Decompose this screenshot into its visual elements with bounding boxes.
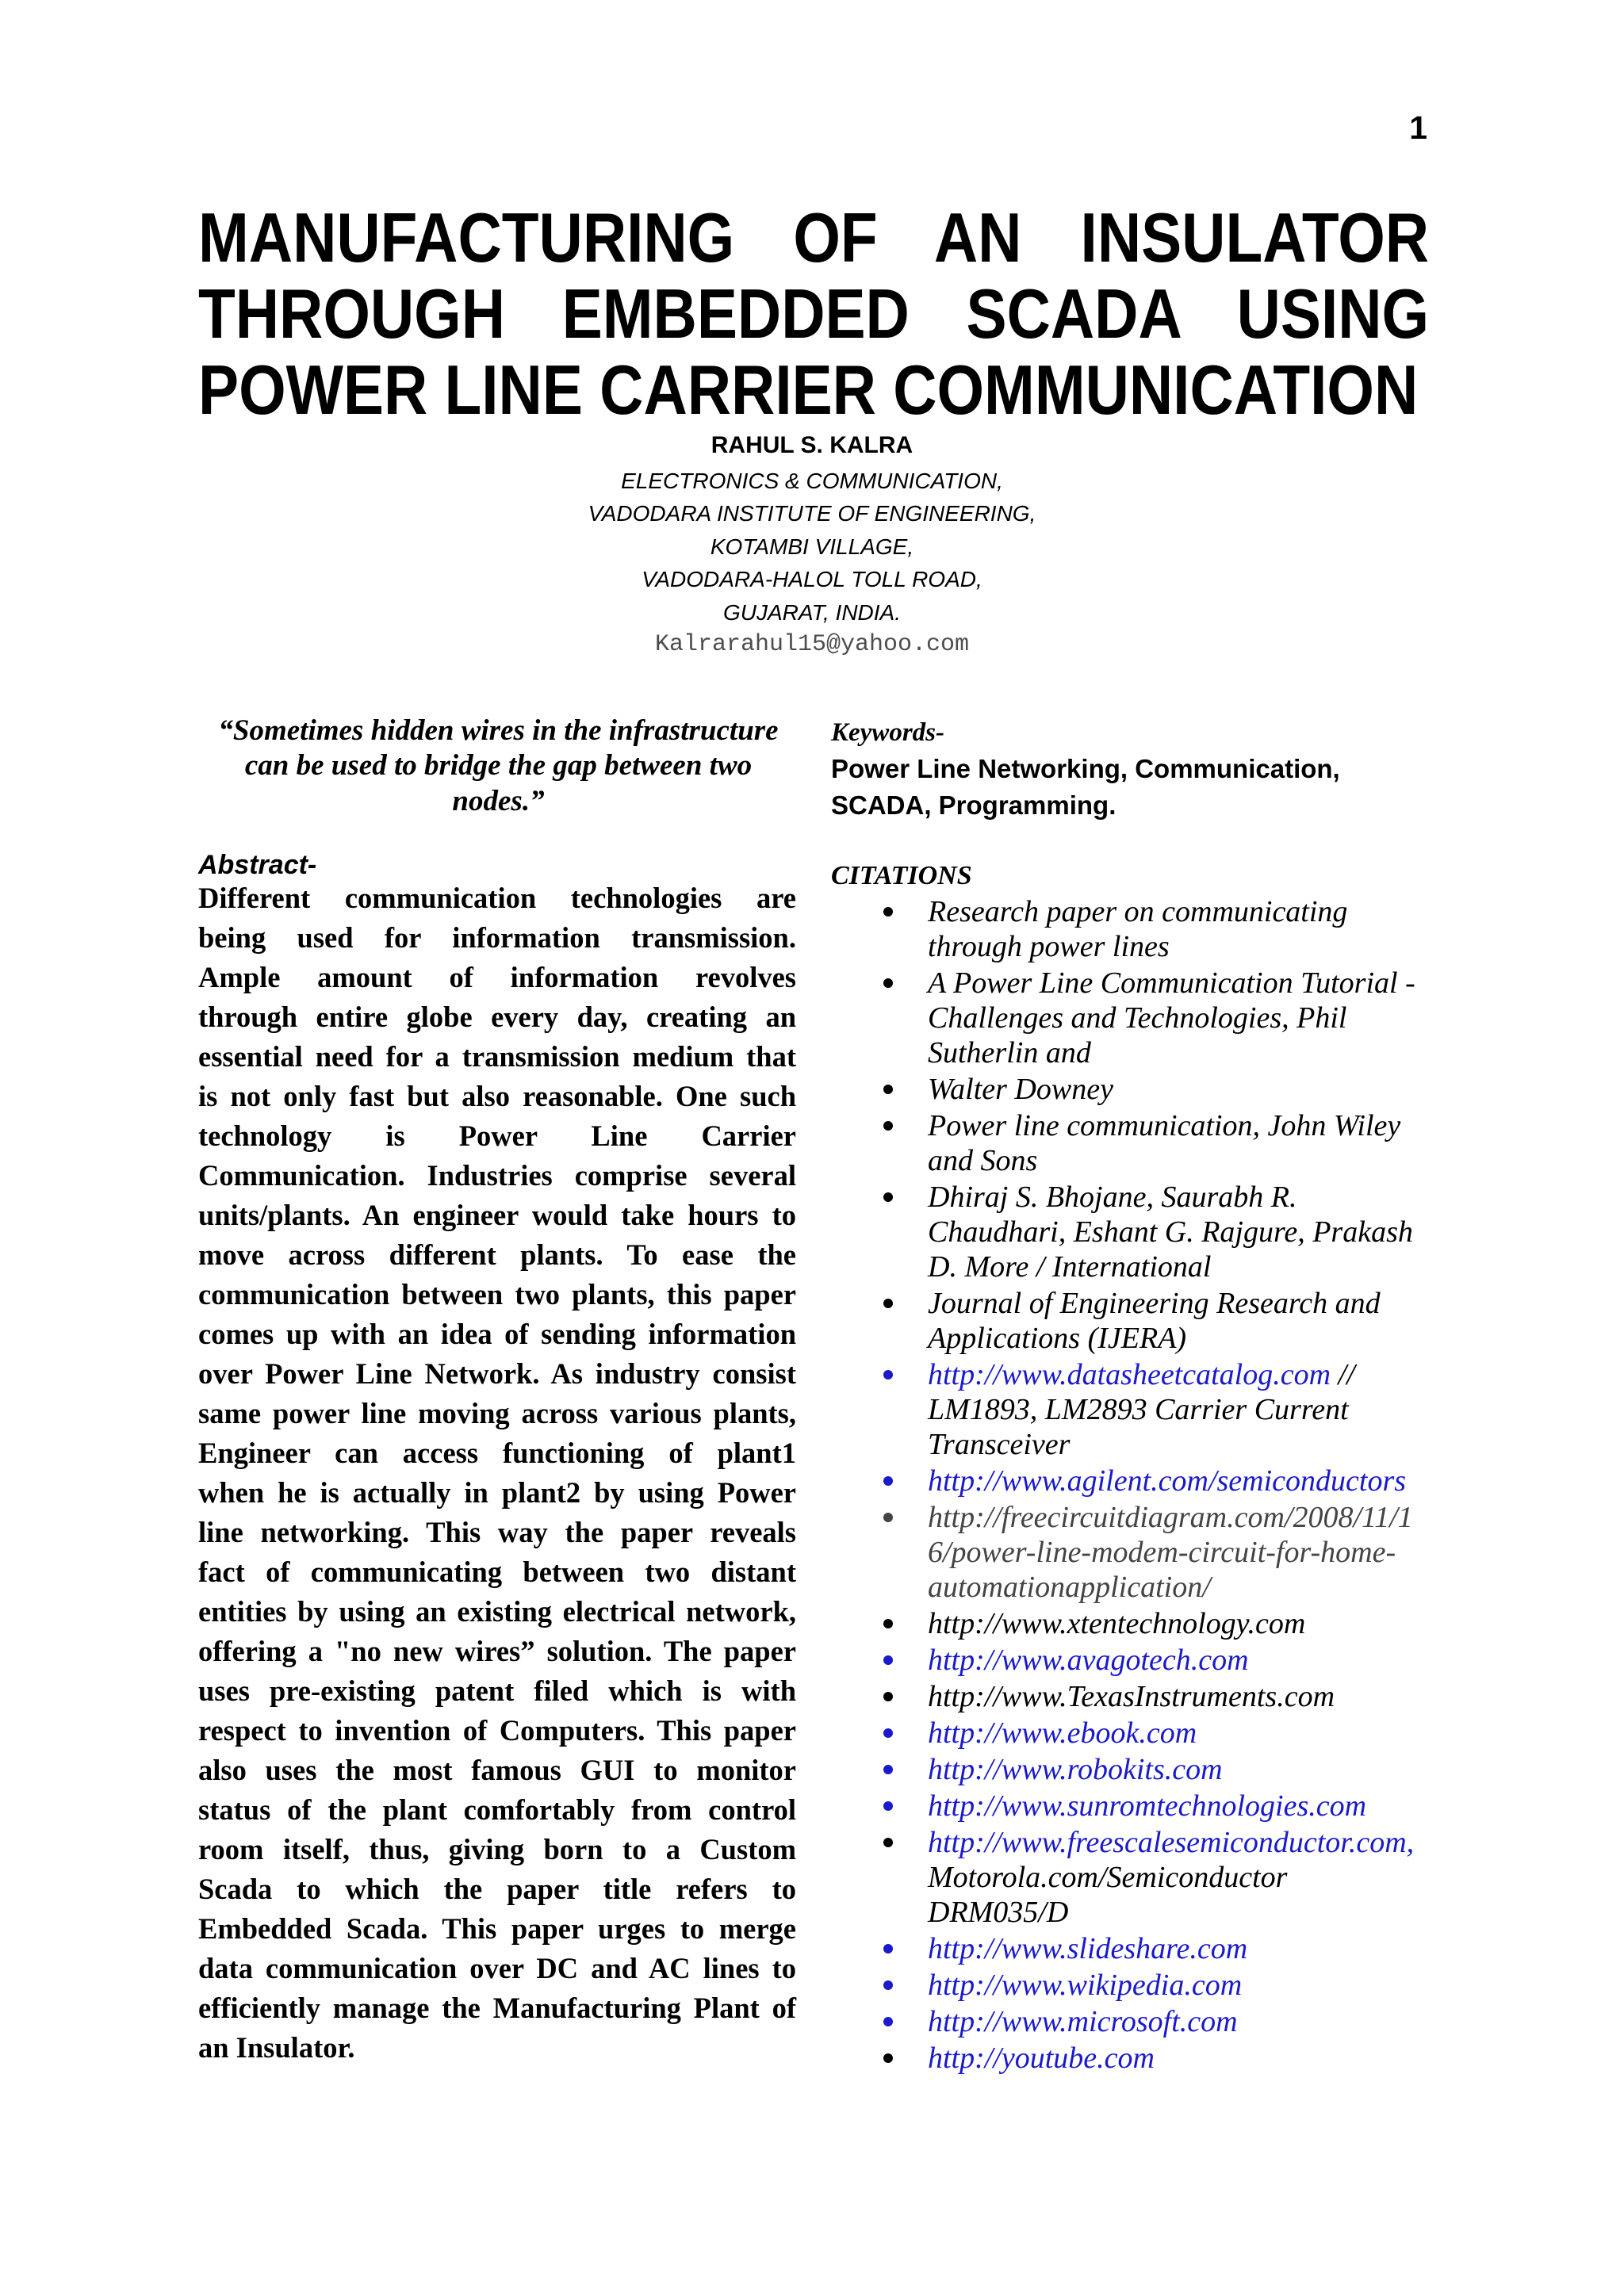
keywords-heading: Keywords- [831,718,944,747]
citation-item [831,2004,1450,2039]
citation-line: http://www.TexasInstruments.com [928,1679,1335,1713]
abstract-line: move across different plants. To ease the [198,1238,796,1271]
abstract-line: through entire globe every day, creating an [198,1001,796,1033]
bullet-icon [883,1299,893,1308]
abstract-line: an Insulator. [198,2031,355,2064]
citation-item [831,1108,1450,1178]
citation-item [831,1500,1450,1605]
citation-item [831,1464,1450,1498]
title-line: POWER LINE CARRIER COMMUNICATION [198,350,1419,429]
bullet-icon [883,978,893,988]
abstract-line: room itself, thus, giving born to a Custom [198,1833,796,1866]
abstract-line: Scada to which the paper title refers to [198,1873,796,1905]
author-name: RAHUL S. KALRA [710,432,914,458]
epigraph-quote [198,714,799,819]
citation-line: through power lines [928,929,1170,963]
abstract-line: Communication. Industries comprise several [198,1159,796,1192]
abstract-heading: Abstract- [198,849,317,880]
bullet-icon [883,1655,893,1665]
citation-line [928,1357,1450,1392]
affiliation-line: KOTAMBI VILLAGE, [710,534,914,559]
bullet-icon [883,1192,893,1202]
abstract-line: same power line moving across various plants, [198,1397,796,1429]
bullet-icon [883,1728,893,1738]
keywords [831,751,1434,824]
citation-line: LM1893, LM2893 Carrier Current [928,1392,1349,1426]
citation-line: Walter Downey [928,1072,1113,1106]
citation-item [831,1180,1450,1284]
abstract-line: comes up with an idea of sending information [198,1318,796,1350]
bullet-icon [883,907,893,916]
citation-line: Chaudhari, Eshant G. Rajgure, Prakash [928,1215,1413,1249]
citation-link[interactable]: http://www.avagotech.com [928,1643,1249,1677]
abstract-line: being used for information transmission. [198,921,796,954]
citation-line: Transceiver [928,1427,1071,1461]
citation-line: http://freecircuitdiagram.com/2008/11/1 [928,1500,1413,1534]
abstract-line: communication between two plants, this paper [198,1278,796,1311]
citations-heading: CITATIONS [831,861,972,891]
bullet-icon [883,2053,893,2063]
citation-item [831,1072,1450,1107]
citation-item [831,1752,1450,1787]
abstract-line: Engineer can access functioning of plant1 [198,1437,796,1469]
quote-line: nodes.” [452,784,545,817]
abstract-line: technology is Power Line Carrier [198,1119,796,1152]
citation-line: Applications (IJERA) [928,1321,1187,1355]
abstract-line: status of the plant comfortably from control [198,1793,796,1826]
bullet-icon [883,1944,893,1954]
bullet-icon [883,1085,893,1094]
author-affiliation [0,465,1624,662]
citation-link[interactable]: http://www.sunromtechnologies.com [928,1789,1367,1823]
bullet-icon [883,1513,893,1522]
citation-item [831,1286,1450,1356]
bullet-icon [883,1121,893,1131]
bullet-icon [883,2017,893,2026]
bullet-icon [883,1801,893,1811]
quote-line: “Sometimes hidden wires in the infrastructure [218,714,779,747]
citation-line: Sutherlin and [928,1035,1091,1070]
title-line: THROUGH EMBEDDED SCADA USING [198,274,1430,353]
citation-line: Journal of Engineering Research and [928,1286,1381,1320]
abstract-line: when he is actually in plant2 by using Power [198,1476,796,1509]
abstract-line: line networking. This way the paper reveals [198,1516,796,1548]
bullet-icon [883,1765,893,1774]
abstract-line: units/plants. An engineer would take hours to [198,1199,796,1231]
bullet-icon [883,1370,893,1380]
citation-link[interactable]: http://youtube.com [928,2041,1155,2075]
citation-link[interactable]: http://www.agilent.com/semiconductors [928,1464,1407,1498]
abstract-line: entities by using an existing electrical network, [198,1595,796,1628]
citation-line: and Sons [928,1143,1038,1177]
citation-link[interactable]: http://www.freescalesemiconductor.com, [928,1825,1415,1859]
affiliation-line: VADODARA-HALOL TOLL ROAD, [642,567,982,591]
abstract-line: also uses the most famous GUI to monitor [198,1754,796,1786]
citations-list [831,894,1450,2077]
citation-line: Research paper on communicating [928,894,1348,928]
citation-line: Dhiraj S. Bhojane, Saurabh R. [928,1180,1297,1214]
bullet-icon [883,1692,893,1701]
citation-item [831,1357,1450,1462]
abstract-line: essential need for a transmission medium that [198,1040,796,1073]
citation-link[interactable]: http://www.wikipedia.com [928,1968,1243,2002]
citation-item [831,2041,1450,2076]
citation-item [831,1789,1450,1823]
citation-line: http://www.xtentechnology.com [928,1606,1306,1640]
affiliation-line: ELECTRONICS & COMMUNICATION, [621,468,1003,493]
abstract-line: is not only fast but also reasonable. One such [198,1080,796,1112]
abstract-line: uses pre-existing patent filed which is with [198,1674,796,1707]
affiliation-line: VADODARA INSTITUTE OF ENGINEERING, [588,501,1036,526]
citation-line: Motorola.com/Semiconductor [928,1860,1288,1894]
paper-title [198,200,1429,428]
citation-link[interactable]: http://www.slideshare.com [928,1931,1248,1965]
citation-item [831,1606,1450,1641]
abstract-body [198,878,796,2068]
citation-item [831,1931,1450,1966]
abstract-line: efficiently manage the Manufacturing Plant of [198,1992,796,2024]
citation-link[interactable]: http://www.robokits.com [928,1752,1223,1786]
bullet-icon [883,1838,893,1847]
author-email: Kalrarahul15@yahoo.com [654,631,970,658]
abstract-line: offering a "no new wires” solution. The paper [198,1635,796,1667]
citation-item [831,966,1450,1070]
page-number: 1 [1409,109,1427,146]
citation-item [831,894,1450,964]
citation-link-suffix: // [1331,1357,1355,1391]
abstract-line: fact of communicating between two distant [198,1556,796,1588]
abstract-line: Embedded Scada. This paper urges to merge [198,1912,796,1945]
citation-item [831,1825,1450,1930]
citation-item [831,1968,1450,2003]
bullet-icon [883,1980,893,1990]
citation-link[interactable]: http://www.datasheetcatalog.com [928,1357,1331,1391]
citation-line: 6/power-line-modem-circuit-for-home- [928,1535,1396,1569]
abstract-line: Different communication technologies are [198,882,796,914]
bullet-icon [883,1619,893,1628]
citation-item [831,1716,1450,1751]
affiliation-line: GUJARAT, INDIA. [722,599,902,625]
citation-line: A Power Line Communication Tutorial - [928,966,1415,1000]
citation-line: DRM035/D [928,1895,1069,1929]
citation-link[interactable]: http://www.ebook.com [928,1716,1197,1750]
quote-line: can be used to bridge the gap between two [244,749,753,783]
keywords-line: Power Line Networking, Communication, [831,754,1340,784]
keywords-line: SCADA, Programming. [831,790,1116,821]
citation-line: D. More / International [928,1249,1212,1284]
abstract-line: Ample amount of information revolves [198,961,796,993]
bullet-icon [883,1476,893,1486]
citation-line: Challenges and Technologies, Phil [928,1001,1347,1035]
citation-link[interactable]: http://www.microsoft.com [928,2004,1238,2038]
citation-item [831,1679,1450,1714]
citation-line: automationapplication/ [928,1570,1211,1604]
abstract-line: data communication over DC and AC lines to [198,1952,796,1984]
abstract-line: over Power Line Network. As industry consist [198,1357,796,1390]
citation-line: Power line communication, John Wiley [928,1108,1401,1142]
abstract-line: respect to invention of Computers. This paper [198,1714,796,1747]
citation-item [831,1643,1450,1678]
title-line: MANUFACTURING OF AN INSULATOR [198,198,1430,277]
